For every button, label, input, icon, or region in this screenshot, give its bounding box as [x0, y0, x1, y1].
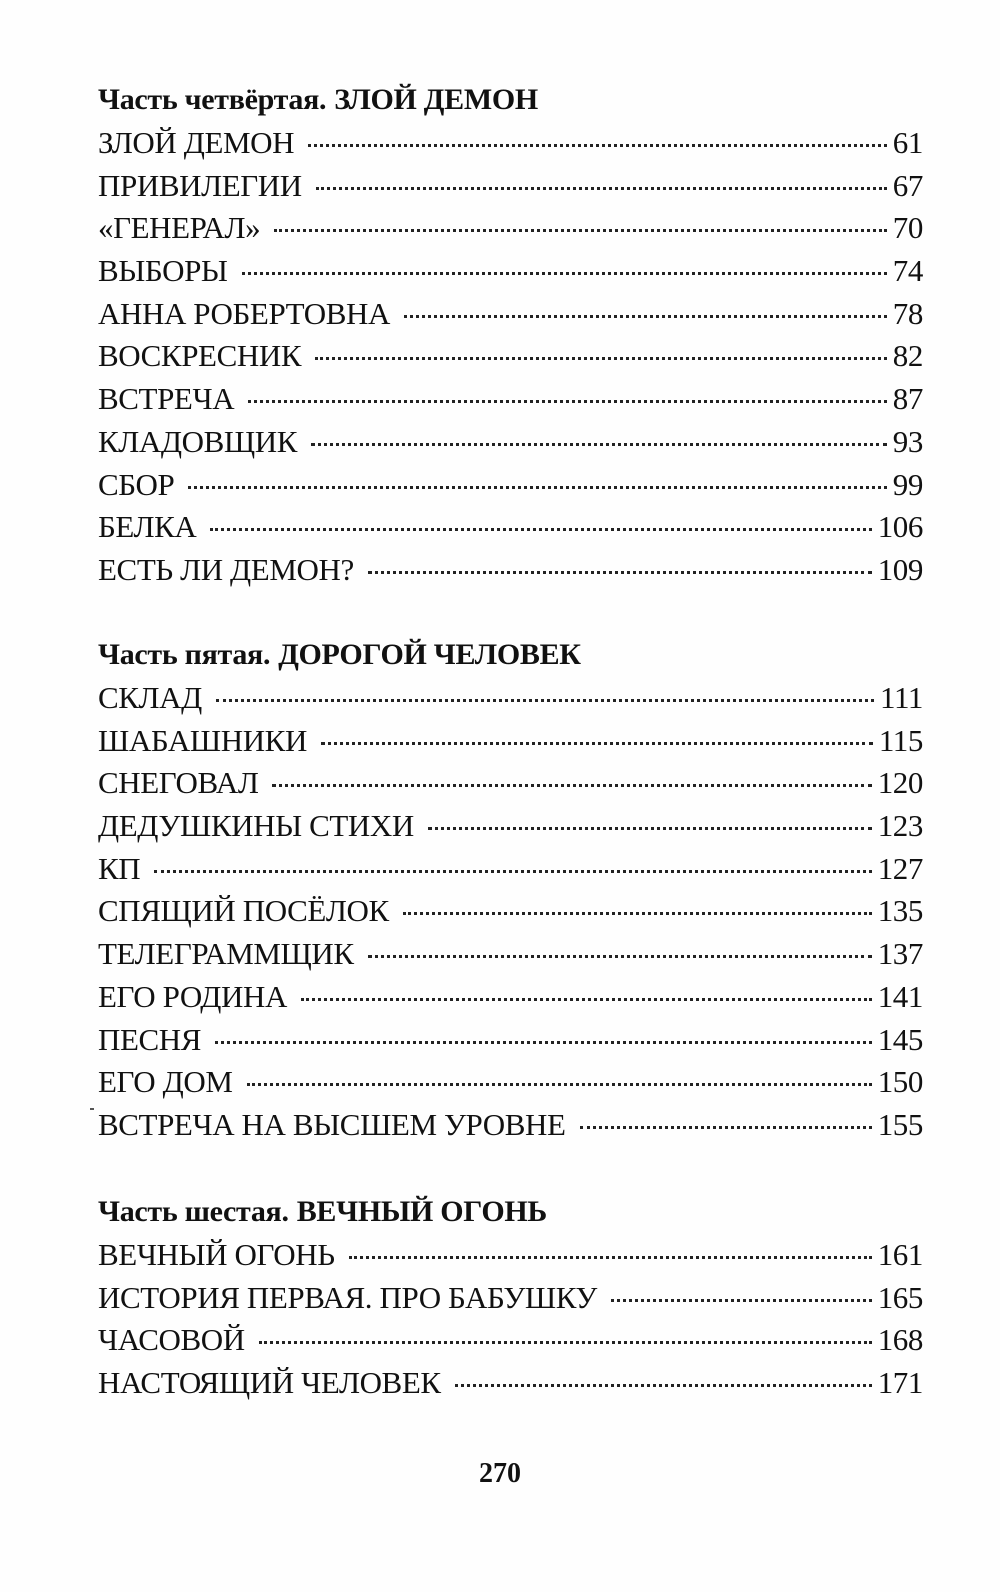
toc-entry-page: 106 [877, 509, 923, 545]
toc-entry-page: 150 [877, 1064, 923, 1100]
toc-entry-page: 74 [892, 253, 923, 289]
dot-leader [315, 327, 887, 360]
toc-entry-title: АННА РОБЕРТОВНА [98, 295, 391, 331]
toc-entry-page: 127 [877, 850, 923, 886]
part-label: Часть четвёртая. [98, 83, 327, 116]
toc-entry-title: ЕГО ДОМ [98, 1064, 233, 1100]
dot-leader [248, 370, 887, 403]
toc-entry-title: ЕСТЬ ЛИ ДЕМОН? [98, 551, 354, 587]
dot-leader [368, 541, 872, 574]
toc-entry-title: ВСТРЕЧА [98, 381, 235, 417]
toc-entry-page: 135 [877, 893, 923, 929]
dot-leader [215, 1011, 872, 1044]
toc-entry-title: ПЕСНЯ [98, 1021, 202, 1057]
toc-entry-title: ЗЛОЙ ДЕМОН [98, 125, 295, 160]
part-label: Часть шестая. [98, 1195, 289, 1228]
toc-entry-page: 67 [892, 167, 923, 203]
toc-entry-page: 93 [892, 423, 923, 459]
dot-leader [301, 968, 872, 1001]
dot-leader [403, 882, 872, 915]
toc-entry-page: 78 [892, 295, 923, 331]
dot-leader [272, 754, 871, 787]
part-title: ДОРОГОЙ ЧЕЛОВЕК [278, 638, 581, 671]
dot-leader [188, 456, 887, 489]
dot-leader [611, 1269, 872, 1302]
dot-leader [455, 1354, 872, 1387]
toc-entry-title: БЕЛКА [98, 509, 197, 545]
toc-section-part-six [98, 1192, 923, 1403]
toc-entry-page: 115 [878, 722, 923, 758]
toc-entry-title: ДЕДУШКИНЫ СТИХИ [98, 808, 414, 844]
toc-section-part-five [98, 635, 923, 1145]
part-title: ЗЛОЙ ДЕМОН [334, 83, 538, 116]
toc-entry-page: 70 [892, 210, 923, 246]
toc-entry-page: 141 [877, 978, 923, 1014]
toc-entry-page: 120 [877, 765, 923, 801]
toc-entry-title: КЛАДОВЩИК [98, 423, 298, 459]
part-label: Часть пятая. [98, 638, 271, 671]
dot-leader [247, 1053, 872, 1086]
toc-entry-title: ВСТРЕЧА НА ВЫСШЕМ УРОВНЕ [98, 1106, 566, 1142]
toc-entry-title: ПРИВИЛЕГИИ [98, 167, 302, 203]
toc-entry-title: НАСТОЯЩИЙ ЧЕЛОВЕК [98, 1365, 441, 1401]
dot-leader [242, 242, 887, 275]
toc-entry-title: СБОР [98, 466, 175, 502]
toc-entry-page: 171 [877, 1365, 923, 1401]
toc-entry-title: «ГЕНЕРАЛ» [98, 210, 261, 246]
toc-entry-page: 61 [892, 125, 923, 160]
toc-entry-title: ВЕЧНЫЙ ОГОНЬ [98, 1237, 335, 1272]
page-number: 270 [479, 1458, 521, 1489]
dot-leader [259, 1311, 872, 1344]
toc-entry-page: 155 [877, 1106, 923, 1142]
dot-leader [349, 1226, 872, 1259]
toc-entry-title: ЧАСОВОЙ [98, 1322, 245, 1358]
part-title: ВЕЧНЫЙ ОГОНЬ [296, 1195, 547, 1228]
toc-entry-title: СПЯЩИЙ ПОСЁЛОК [98, 893, 389, 929]
toc-entry-page: 87 [892, 381, 923, 417]
dot-leader [311, 413, 887, 446]
toc-entry-title: ВОСКРЕСНИК [98, 338, 302, 374]
toc-entry-page: 161 [877, 1237, 923, 1272]
dot-leader [428, 797, 872, 830]
toc-entry-page: 111 [880, 680, 923, 715]
dot-leader [368, 925, 872, 958]
toc-entry-title: ТЕЛЕГРАММЩИК [98, 936, 354, 972]
toc-entry-page: 99 [892, 466, 923, 502]
toc-entry-page: 82 [892, 338, 923, 374]
toc-entry-title: ИСТОРИЯ ПЕРВАЯ. ПРО БАБУШКУ [98, 1279, 597, 1315]
dot-leader [216, 669, 874, 702]
dot-leader [580, 1096, 872, 1129]
toc-entry-page: 165 [877, 1279, 923, 1315]
print-speck [90, 1108, 94, 1110]
dot-leader [308, 114, 887, 147]
dot-leader [404, 285, 887, 318]
dot-leader [316, 157, 887, 190]
toc-entry[interactable] [98, 1102, 923, 1145]
toc-entry-page: 123 [877, 808, 923, 844]
dot-leader [210, 498, 871, 531]
toc-entry-title: ВЫБОРЫ [98, 253, 228, 289]
dot-leader [321, 712, 873, 745]
dot-leader [274, 199, 887, 232]
toc-entry-page: 137 [877, 936, 923, 972]
toc-section-part-four [98, 80, 923, 590]
toc-entry-title: ШАБАШНИКИ [98, 722, 307, 758]
dot-leader [154, 840, 871, 873]
toc-entry-page: 145 [877, 1021, 923, 1057]
toc-entry-title: КП [98, 850, 141, 886]
toc-entry-title: СНЕГОВАЛ [98, 765, 259, 801]
toc-entry[interactable] [98, 547, 923, 590]
toc-entry-page: 109 [877, 551, 923, 587]
toc-entry-title: ЕГО РОДИНА [98, 978, 287, 1014]
toc-entry[interactable] [98, 1360, 923, 1403]
toc-entry-title: СКЛАД [98, 680, 202, 715]
toc-entry-page: 168 [877, 1322, 923, 1358]
